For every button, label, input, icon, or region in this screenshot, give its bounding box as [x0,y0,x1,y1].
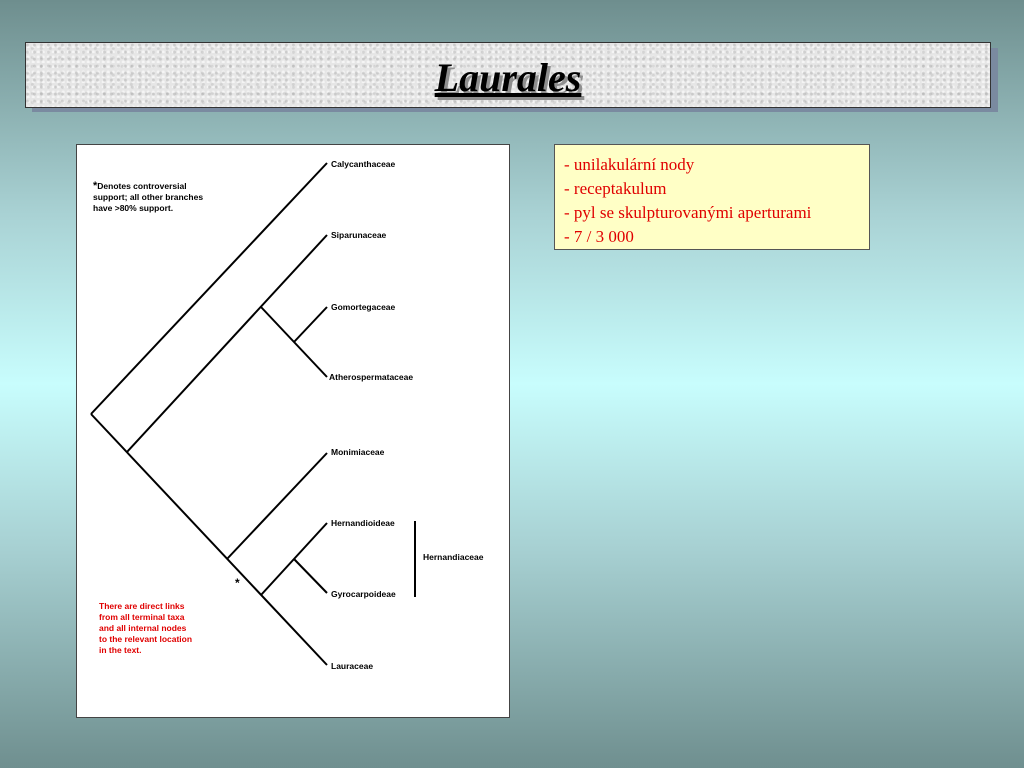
note-line-2: support; all other branches [93,192,204,202]
info-box [554,144,870,250]
red-note-line: in the text. [99,645,142,655]
taxon-label: Siparunaceae [331,230,387,240]
red-note-line: to the relevant location [99,634,193,644]
red-note-line: and all internal nodes [99,623,187,633]
info-line: - pyl se skulpturovanými aperturami [564,203,812,222]
controversial-node-marker: * [235,576,240,590]
branch-gyrocarpoideae [294,559,327,593]
title-bar [25,42,991,108]
phylogeny-tree [77,145,509,717]
group-label-hernandiaceae: Hernandiaceae [423,552,484,562]
taxon-label: Gyrocarpoideae [331,589,396,599]
red-note-line: from all terminal taxa [99,612,185,622]
taxon-label: Atherospermataceae [329,372,414,382]
taxon-label: Monimiaceae [331,447,385,457]
info-line: - receptakulum [564,179,667,198]
branch-gomortegaceae [294,307,327,342]
taxon-label: Gomortegaceae [331,302,396,312]
taxon-label: Hernandioideae [331,518,395,528]
red-note-line: There are direct links [99,601,185,611]
page-title: Laurales [434,55,582,100]
note-line-1: *Denotes controversial [93,180,187,192]
note-line-3: have >80% support. [93,203,174,213]
branch-monimiaceae [227,453,327,559]
phylogeny-figure [76,144,510,718]
info-line: - 7 / 3 000 [564,227,634,246]
taxon-label: Lauraceae [331,661,374,671]
taxon-label: Calycanthaceae [331,159,396,169]
info-line: - unilakulární nody [564,155,695,174]
